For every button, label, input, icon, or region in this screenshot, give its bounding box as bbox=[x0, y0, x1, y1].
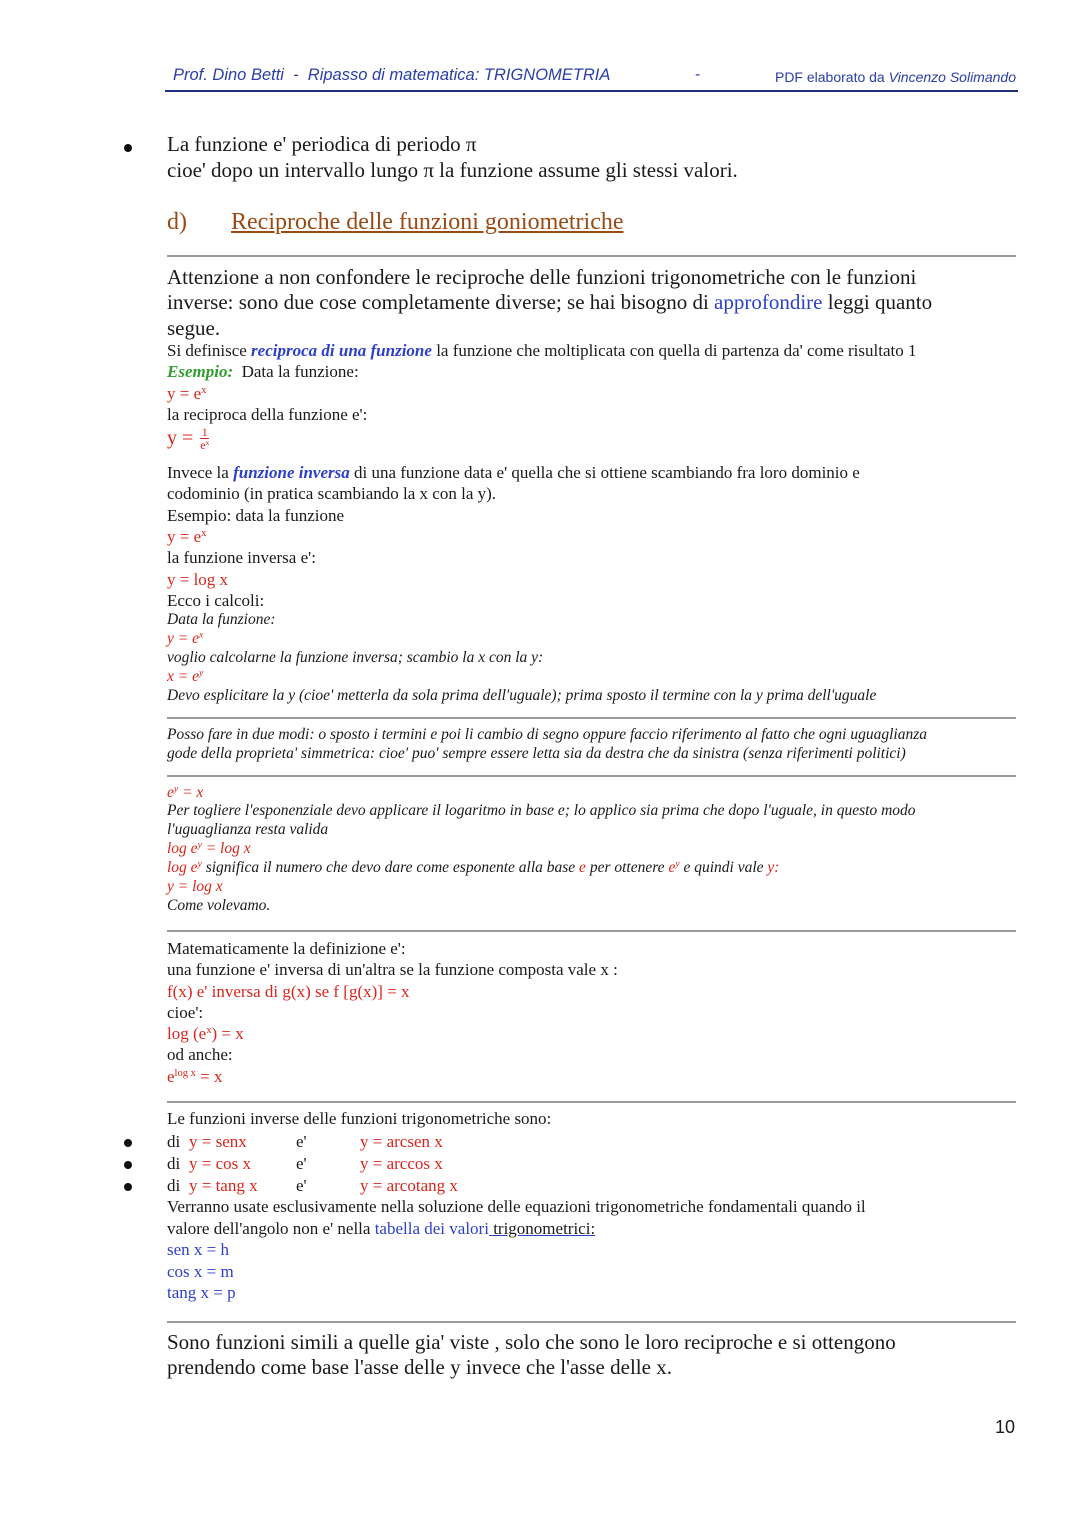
text: Invece la bbox=[167, 463, 234, 482]
formula-text: e bbox=[167, 1067, 175, 1086]
warning-text: leggi quanto bbox=[822, 290, 933, 314]
calc-given: Data la funzione: bbox=[167, 611, 276, 628]
log-text-1: Per togliere l'esponenziale devo applicare il logaritmo in base e; lo applico sia prima che dopo l'uguale, in questo modo bbox=[167, 802, 916, 819]
trig-inverse-intro: Le funzioni inverse delle funzioni trigonometriche sono: bbox=[167, 1109, 552, 1128]
formula-exponent: x bbox=[206, 1025, 212, 1037]
warning-line-1: Attenzione a non confondere le reciproche delle funzioni trigonometriche con le funzioni bbox=[167, 265, 917, 289]
text: di bbox=[167, 1176, 181, 1195]
trig-inverse-function: y = arcotang x bbox=[360, 1176, 458, 1195]
fraction-denominator bbox=[200, 439, 209, 451]
tabella-valori-link[interactable]: tabella dei valori bbox=[374, 1219, 489, 1238]
bullet-dot bbox=[124, 1139, 132, 1147]
inverse-term: funzione inversa bbox=[233, 463, 350, 482]
text: la funzione che moltiplicata con quella di partenza da' come risultato 1 bbox=[431, 341, 917, 360]
text: Si definisce bbox=[167, 341, 252, 360]
log-text-2: l'uguaglianza resta valida bbox=[167, 821, 329, 838]
reciprocal-example bbox=[167, 362, 359, 382]
formula-exponent: log x bbox=[174, 1068, 196, 1080]
text: e' bbox=[296, 1132, 307, 1151]
formula-swapped bbox=[167, 668, 203, 686]
reciprocal-definition bbox=[167, 341, 916, 361]
trig-function: y = cos x bbox=[189, 1154, 251, 1173]
warning-line-3: segue. bbox=[167, 316, 221, 340]
formula-text: x = e bbox=[167, 668, 199, 685]
formula-text: y: bbox=[767, 859, 780, 876]
formula-text: = x bbox=[178, 784, 204, 801]
inverse-definition-2: codominio (in pratica scambiando la x con la y). bbox=[167, 484, 497, 503]
formula-text: y = e bbox=[167, 527, 202, 546]
divider bbox=[167, 717, 1016, 719]
header-credit-author: Vincenzo Solimando bbox=[888, 69, 1016, 85]
fraction-numerator: 1 bbox=[201, 425, 208, 439]
formula-exponent: x bbox=[201, 385, 207, 397]
use-line-1: Verranno usate esclusivamente nella soluzione delle equazioni trigonometriche fondamentali quando il bbox=[167, 1197, 866, 1216]
equation-cos: cos x = m bbox=[167, 1262, 234, 1281]
formula-exponent: x bbox=[205, 437, 210, 447]
example-label: Esempio: bbox=[167, 362, 234, 381]
text: di bbox=[167, 1132, 181, 1151]
text: trigonometrici: bbox=[488, 1219, 596, 1238]
divider bbox=[167, 1321, 1016, 1323]
page-number: 10 bbox=[995, 1417, 1016, 1437]
fraction bbox=[200, 426, 209, 451]
divider bbox=[167, 1101, 1016, 1103]
formula-text: e bbox=[167, 784, 174, 801]
od-anche: od anche: bbox=[167, 1045, 233, 1064]
reciprocal-label: la reciproca della funzione e': bbox=[167, 405, 368, 424]
formula-exp bbox=[167, 384, 206, 404]
intro-line-1: La funzione e' periodica di periodo π bbox=[167, 132, 477, 156]
text: Data la funzione: bbox=[233, 362, 359, 381]
formula-exponent: y bbox=[197, 858, 202, 870]
formula-ey-x bbox=[167, 784, 203, 802]
formula-text: e bbox=[668, 859, 676, 876]
text: significa il numero che devo dare come esponente alla base bbox=[201, 859, 580, 876]
formula-text: e bbox=[200, 438, 206, 452]
section-title: Reciproche delle funzioni goniometriche bbox=[231, 209, 624, 235]
formula-log: y = log x bbox=[167, 570, 229, 589]
formula-text: = log x bbox=[201, 840, 251, 857]
formula-exponent: y bbox=[675, 858, 680, 870]
formula-text: log (e bbox=[167, 1024, 207, 1043]
text: di una funzione data e' quella che si ottiene scambiando fra loro dominio e bbox=[349, 463, 860, 482]
bullet-dot bbox=[124, 144, 132, 152]
trig-row bbox=[167, 1132, 567, 1154]
use-line-2 bbox=[167, 1219, 595, 1239]
header-credit bbox=[775, 69, 1016, 85]
math-def-2: una funzione e' inversa di un'altra se la funzione composta vale x : bbox=[167, 960, 618, 979]
note-line-1: Posso fare in due modi: o sposto i termini e poi li cambio di segno oppure faccio riferimento al fatto che ogni uguaglianza bbox=[167, 726, 928, 743]
formula-exponent: y bbox=[173, 783, 179, 795]
formula-exponent: y bbox=[197, 839, 202, 851]
warning-line-2 bbox=[167, 290, 932, 315]
formula-composition: f(x) e' inversa di g(x) se f [g(x)] = x bbox=[167, 982, 410, 1001]
formula-text: y = bbox=[167, 427, 199, 449]
trig-function: y = tang x bbox=[189, 1176, 258, 1195]
calc-title: Ecco i calcoli: bbox=[167, 591, 265, 610]
trig-row bbox=[167, 1176, 567, 1198]
approfondire-link[interactable]: approfondire bbox=[714, 290, 823, 314]
text: e' bbox=[296, 1154, 307, 1173]
calc-explicit: Devo esplicitare la y (cioe' metterla da sola prima dell'uguale); prima sposto il termine con la y prima dell'uguale bbox=[167, 687, 877, 704]
bullet-dot bbox=[124, 1161, 132, 1169]
inverse-label: la funzione inversa e': bbox=[167, 548, 316, 567]
formula-exp bbox=[167, 630, 203, 648]
header-title: Prof. Dino Betti - Ripasso di matematica: TRIGNOMETRIA bbox=[173, 66, 611, 84]
closing-line-2: prendendo come base l'asse delle y invece che l'asse delle x. bbox=[167, 1355, 672, 1379]
math-def-1: Matematicamente la definizione e': bbox=[167, 939, 406, 958]
text: e' bbox=[296, 1176, 307, 1195]
note-line-2: gode della proprieta' simmetrica: cioe' puo' sempre essere letta sia da destra che da sinistra (senza riferimenti politici) bbox=[167, 745, 906, 762]
trig-function: y = senx bbox=[189, 1132, 247, 1151]
bullet-dot bbox=[124, 1183, 132, 1191]
divider bbox=[167, 930, 1016, 932]
trig-row bbox=[167, 1154, 567, 1176]
formula-log-exp bbox=[167, 1024, 244, 1044]
formula-text: y = e bbox=[167, 630, 199, 647]
header-dash: - bbox=[695, 66, 701, 83]
closing-line-1: Sono funzioni simili a quelle gia' viste , solo che sono le loro reciproche e si ottengono bbox=[167, 1330, 896, 1354]
formula-text: log e bbox=[167, 859, 198, 876]
formula-text: y = e bbox=[167, 384, 202, 403]
divider bbox=[167, 255, 1016, 257]
section-letter: d) bbox=[167, 209, 187, 235]
inverse-definition bbox=[167, 463, 860, 483]
formula-text: ) = x bbox=[211, 1024, 244, 1043]
text: e quindi vale bbox=[679, 859, 768, 876]
formula-exp bbox=[167, 527, 206, 547]
formula-reciprocal bbox=[167, 426, 209, 451]
trig-inverse-function: y = arcsen x bbox=[360, 1132, 443, 1151]
conclusion: Come volevamo. bbox=[167, 897, 271, 914]
equation-sen: sen x = h bbox=[167, 1240, 229, 1259]
page-header bbox=[165, 64, 1018, 92]
formula-exponent: x bbox=[201, 528, 207, 540]
intro-line-2: cioe' dopo un intervallo lungo π la funzione assume gli stessi valori. bbox=[167, 158, 738, 182]
divider bbox=[167, 775, 1016, 777]
reciprocal-term: reciproca di una funzione bbox=[251, 341, 432, 360]
calc-swap: voglio calcolarne la funzione inversa; scambio la x con la y: bbox=[167, 649, 544, 666]
equation-tang: tang x = p bbox=[167, 1283, 236, 1302]
log-text-3 bbox=[167, 859, 779, 877]
header-credit-prefix: PDF elaborato da bbox=[774, 69, 889, 85]
text: per ottenere bbox=[585, 859, 669, 876]
text: valore dell'angolo non e' nella bbox=[167, 1219, 375, 1238]
formula-text: log e bbox=[167, 840, 198, 857]
formula-exponent: y bbox=[198, 667, 204, 679]
formula-text: = x bbox=[195, 1067, 223, 1086]
trig-inverse-function: y = arccos x bbox=[360, 1154, 443, 1173]
formula-text: e bbox=[579, 859, 586, 876]
text: di bbox=[167, 1154, 181, 1173]
formula-exponent: x bbox=[198, 629, 204, 641]
formula-result: y = log x bbox=[167, 878, 223, 895]
inverse-example: Esempio: data la funzione bbox=[167, 506, 345, 525]
cioe: cioe': bbox=[167, 1003, 204, 1022]
warning-text: inverse: sono due cose completamente diverse; se hai bisogno di bbox=[167, 290, 715, 314]
formula-exp-log bbox=[167, 1067, 223, 1087]
formula-log-both bbox=[167, 840, 251, 858]
